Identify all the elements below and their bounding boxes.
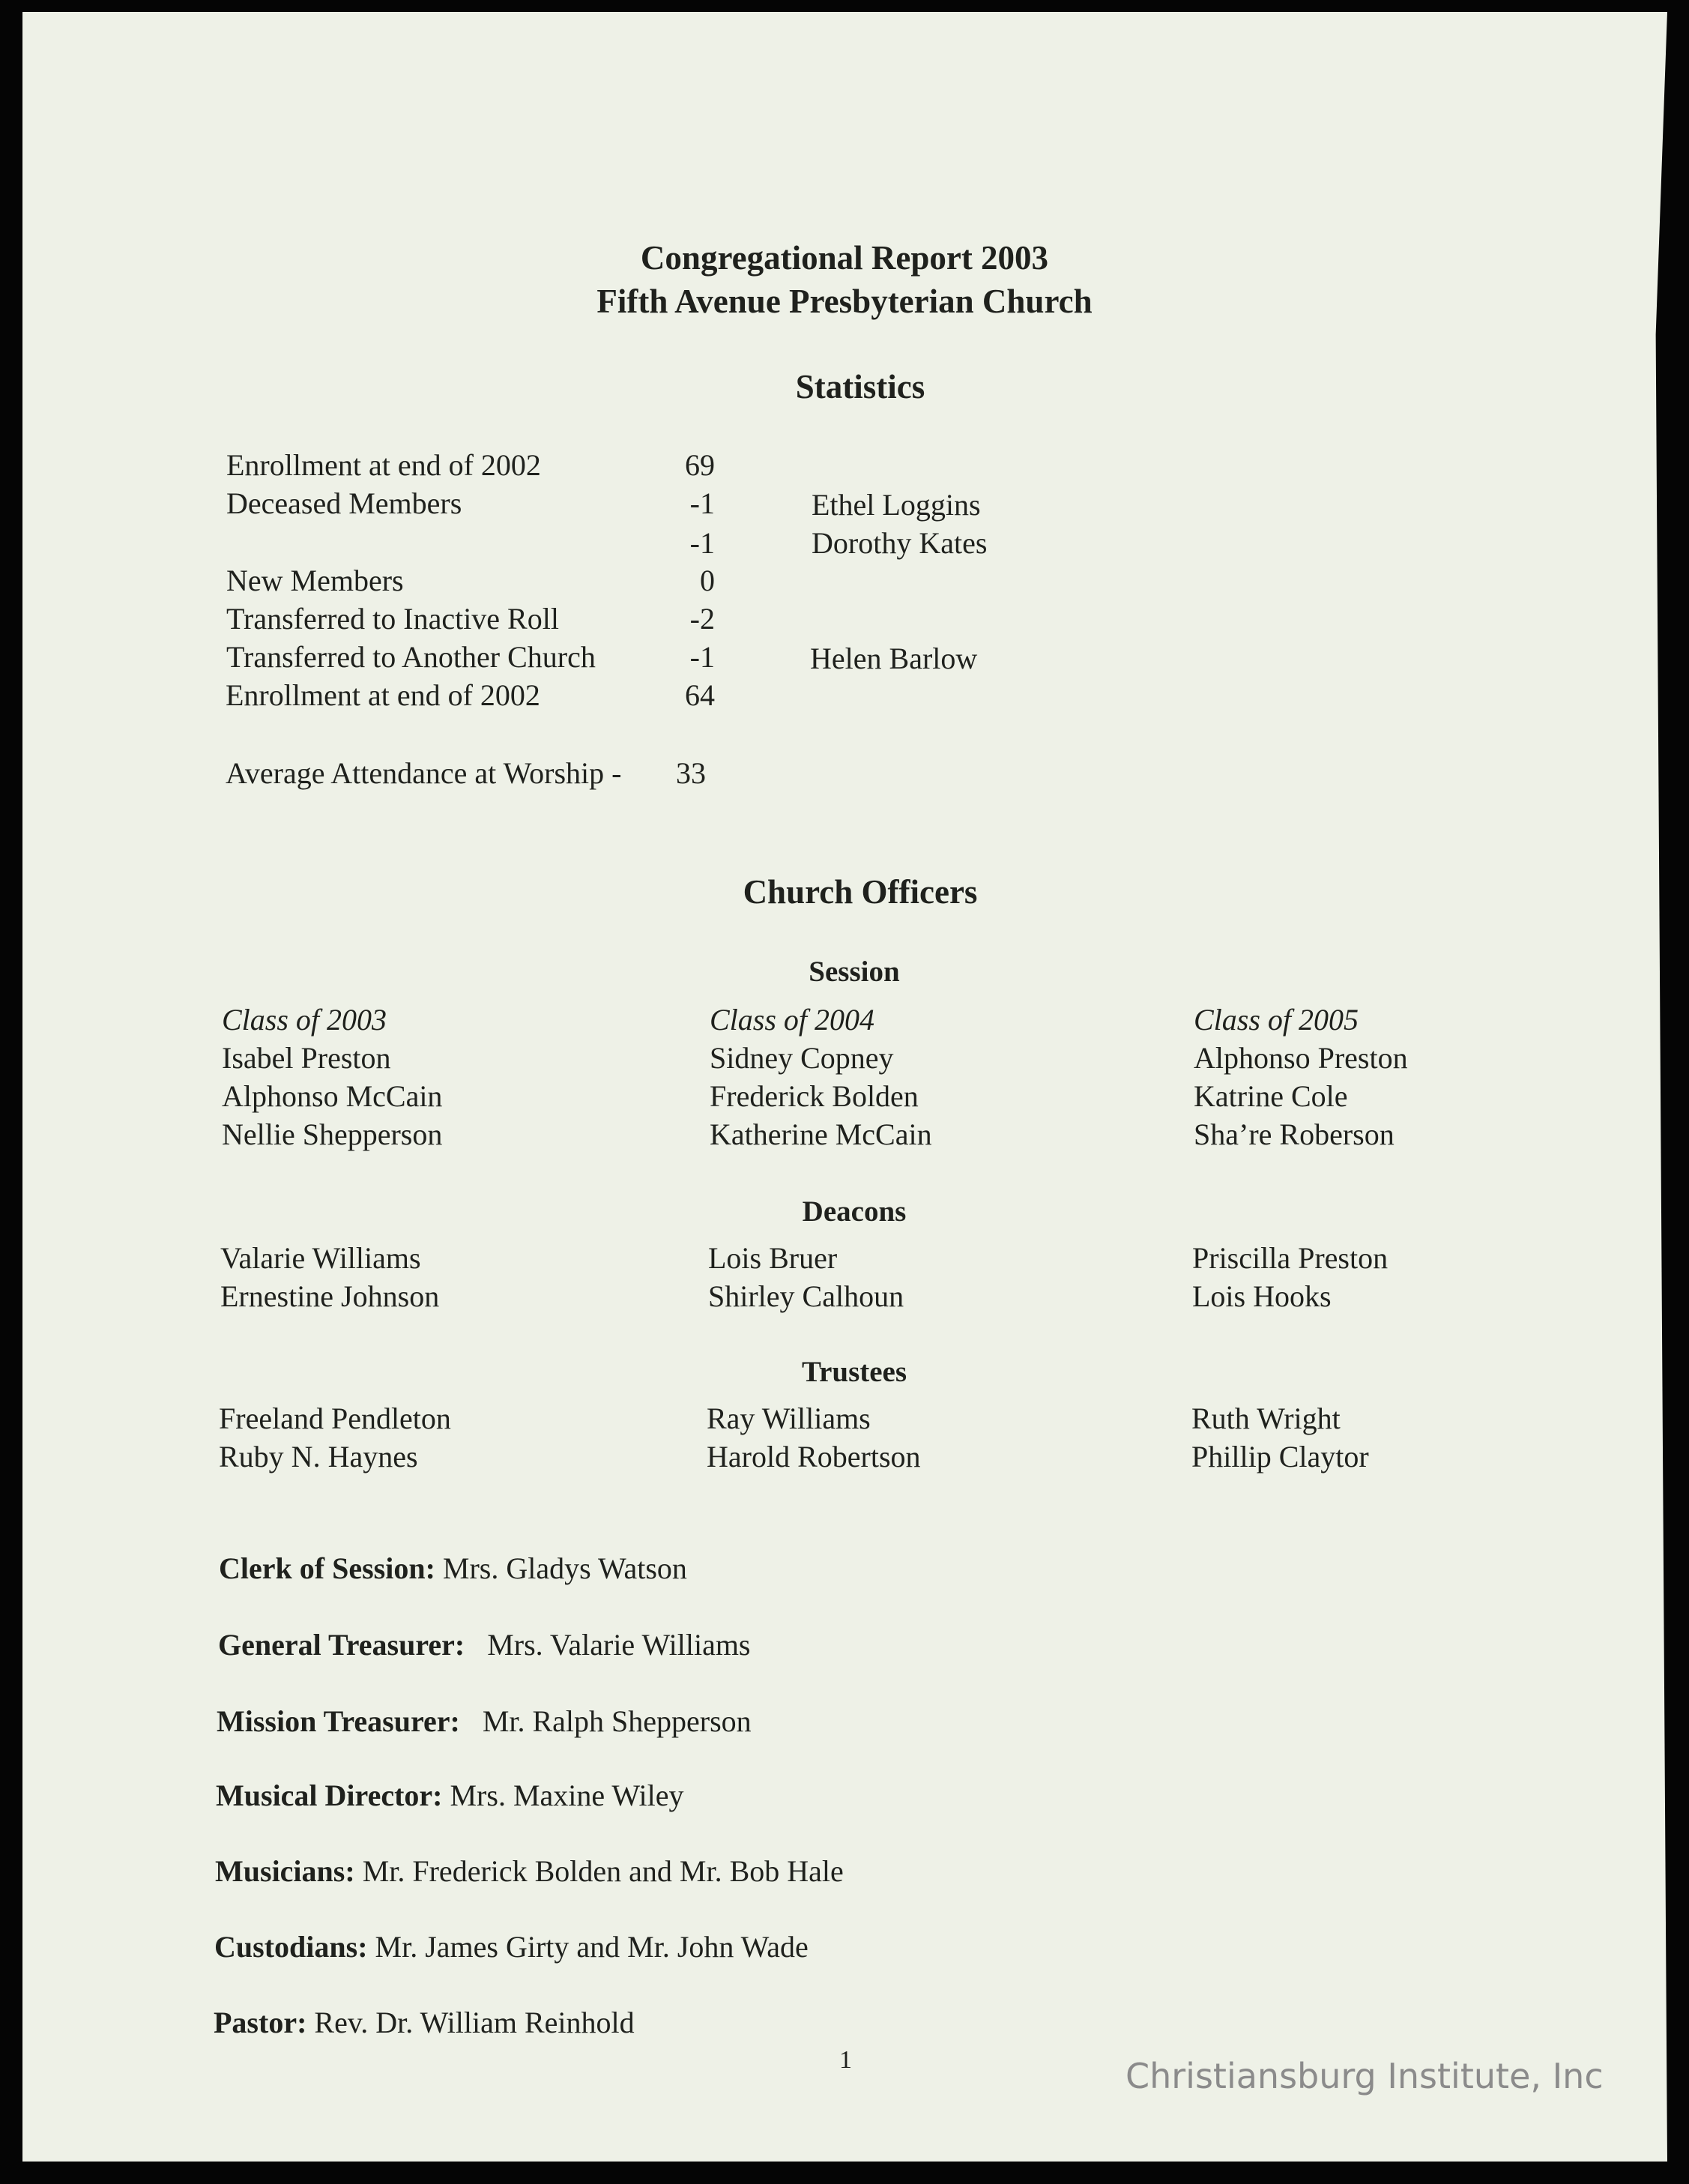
staff-person: Mr. Frederick Bolden and Mr. Bob Hale bbox=[362, 1854, 844, 1888]
church-officers-heading: Church Officers bbox=[743, 873, 978, 911]
member-name: Freeland Pendleton bbox=[219, 1402, 451, 1435]
member-name: Harold Robertson bbox=[707, 1440, 921, 1473]
staff-role: Mission Treasurer: bbox=[217, 1704, 460, 1738]
member-name: Katrine Cole bbox=[1194, 1079, 1348, 1113]
class-label: Class of 2005 bbox=[1194, 1003, 1359, 1037]
member-name: Shirley Calhoun bbox=[708, 1279, 904, 1313]
staff-entry bbox=[214, 2005, 635, 2040]
member-name: Ernestine Johnson bbox=[220, 1279, 440, 1313]
stat-value: -1 bbox=[689, 526, 715, 560]
member-name: Valarie Williams bbox=[220, 1241, 421, 1275]
member-name: Sha’re Roberson bbox=[1194, 1117, 1395, 1151]
staff-person: Mrs. Gladys Watson bbox=[442, 1551, 687, 1585]
trustees-heading: Trustees bbox=[801, 1356, 907, 1388]
class-label: Class of 2003 bbox=[222, 1003, 387, 1037]
member-name: Priscilla Preston bbox=[1192, 1241, 1389, 1275]
stat-value: -1 bbox=[689, 486, 715, 520]
stat-label: Deceased Members bbox=[226, 486, 462, 520]
member-name: Lois Hooks bbox=[1192, 1279, 1332, 1313]
staff-role: Custodians: bbox=[214, 1930, 368, 1964]
staff-entry bbox=[218, 1627, 751, 1662]
stat-label: Transferred to Inactive Roll bbox=[226, 602, 559, 636]
member-name: Ruby N. Haynes bbox=[219, 1440, 418, 1473]
statistics-heading: Statistics bbox=[795, 368, 925, 405]
stat-note: Dorothy Kates bbox=[812, 526, 988, 560]
staff-person: Mrs. Valarie Williams bbox=[487, 1628, 751, 1662]
staff-person: Mr. Ralph Shepperson bbox=[482, 1704, 752, 1738]
member-name: Ray Williams bbox=[707, 1402, 871, 1435]
class-label: Class of 2004 bbox=[710, 1003, 875, 1037]
watermark: Christiansburg Institute, Inc bbox=[1126, 2056, 1604, 2096]
staff-role: General Treasurer: bbox=[218, 1628, 465, 1662]
member-name: Frederick Bolden bbox=[710, 1079, 919, 1113]
staff-role: Clerk of Session: bbox=[219, 1551, 435, 1585]
deacons-heading: Deacons bbox=[802, 1195, 907, 1228]
staff-entry bbox=[214, 1929, 809, 1964]
member-name: Alphonso Preston bbox=[1194, 1041, 1408, 1075]
member-name: Phillip Claytor bbox=[1191, 1440, 1369, 1473]
stat-label: Enrollment at end of 2002 bbox=[226, 678, 540, 712]
staff-entry bbox=[215, 1853, 844, 1889]
staff-person: Mrs. Maxine Wiley bbox=[450, 1779, 684, 1812]
member-name: Lois Bruer bbox=[708, 1241, 838, 1275]
member-name: Nellie Shepperson bbox=[222, 1117, 443, 1151]
stat-label: New Members bbox=[226, 564, 404, 597]
stat-value: 64 bbox=[685, 678, 715, 712]
member-name: Katherine McCain bbox=[710, 1117, 932, 1151]
stat-label: Transferred to Another Church bbox=[226, 640, 596, 674]
stat-value: -2 bbox=[689, 602, 715, 636]
member-name: Ruth Wright bbox=[1191, 1402, 1341, 1435]
report-title: Congregational Report 2003 bbox=[640, 239, 1049, 277]
staff-entry bbox=[219, 1551, 687, 1586]
stat-note: Helen Barlow bbox=[810, 642, 978, 675]
staff-person: Mr. James Girty and Mr. John Wade bbox=[375, 1930, 809, 1964]
stat-label: Enrollment at end of 2002 bbox=[226, 448, 541, 482]
member-name: Sidney Copney bbox=[710, 1041, 894, 1075]
staff-role: Musicians: bbox=[215, 1854, 355, 1888]
stat-note: Ethel Loggins bbox=[812, 488, 981, 522]
stat-value: 0 bbox=[700, 564, 715, 597]
staff-person: Rev. Dr. William Reinhold bbox=[314, 2006, 635, 2039]
member-name: Isabel Preston bbox=[222, 1041, 391, 1075]
attendance-value: 33 bbox=[676, 756, 706, 790]
church-name: Fifth Avenue Presbyterian Church bbox=[596, 283, 1093, 320]
staff-entry bbox=[217, 1704, 752, 1739]
staff-role: Musical Director: bbox=[216, 1779, 443, 1812]
attendance-label: Average Attendance at Worship - bbox=[226, 756, 622, 790]
staff-role: Pastor: bbox=[214, 2006, 307, 2039]
member-name: Alphonso McCain bbox=[222, 1079, 443, 1113]
staff-entry bbox=[216, 1778, 684, 1813]
stat-value: -1 bbox=[689, 640, 715, 674]
page-number: 1 bbox=[839, 2046, 852, 2074]
session-heading: Session bbox=[809, 956, 900, 988]
stat-value: 69 bbox=[685, 448, 715, 482]
